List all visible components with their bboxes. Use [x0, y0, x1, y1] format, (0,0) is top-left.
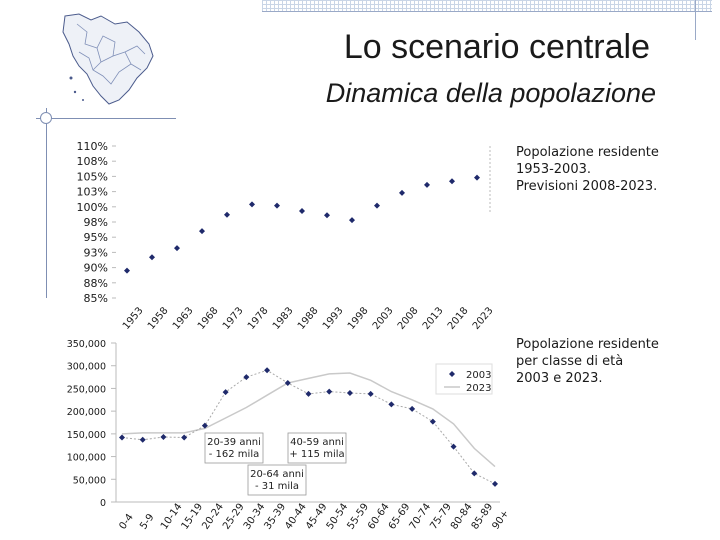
chart2-ytick-label: 300,000	[66, 361, 106, 373]
chart2-series-2003-point	[430, 419, 436, 425]
chart1-point	[174, 245, 180, 251]
population-chart	[77, 140, 496, 332]
chart1-point	[149, 254, 155, 260]
chart2-ytick-label: 350,000	[66, 339, 106, 350]
chart1-ytick-label: 108%	[76, 155, 108, 169]
chart1-point	[474, 175, 480, 181]
chart1-xtick-label: 1968	[195, 305, 221, 332]
chart1-caption-line: Popolazione residente	[516, 145, 659, 160]
chart1-point	[424, 182, 430, 188]
chart1-point	[249, 201, 255, 207]
chart1-point	[199, 228, 205, 234]
chart1-point	[349, 217, 355, 223]
chart1-point	[399, 190, 405, 196]
chart2-annotation-text: + 115 mila	[289, 449, 345, 460]
chart2-ytick-label: 0	[99, 498, 106, 509]
chart2-xtick-label: 90+	[490, 508, 512, 532]
chart2-annotation	[288, 433, 346, 463]
chart2-xtick-label: 0-4	[117, 512, 136, 532]
chart2-annotation-text: 20-39 anni	[207, 437, 261, 448]
chart2-legend-label-2003: 2003	[466, 370, 492, 381]
chart2-xtick-label: 25-29	[221, 501, 247, 532]
chart1-xtick-label: 1988	[295, 305, 321, 332]
chart2-xtick-label: 45-49	[303, 501, 330, 532]
chart1-xtick-label: 2018	[445, 305, 471, 332]
chart2-series-2003-point	[368, 391, 374, 397]
chart2-series-2003-point	[471, 470, 477, 476]
chart2-legend-label-2023: 2023	[466, 383, 492, 394]
chart1-ytick-label: 100%	[76, 200, 108, 214]
chart2-series-2003-point	[119, 434, 125, 440]
chart1-ytick-label: 110%	[76, 140, 108, 153]
chart2-annotation-text: - 162 mila	[208, 449, 260, 460]
chart2-series-2003-point	[492, 481, 498, 487]
page-subtitle: Dinamica della popolazione	[325, 78, 656, 108]
chart1-point	[374, 203, 380, 209]
chart1-ytick-label: 90%	[83, 261, 108, 275]
chart1-point	[274, 203, 280, 209]
chart1-xtick-label: 1973	[220, 305, 246, 332]
chart1-point	[124, 268, 130, 274]
chart1-xtick-label: 2013	[420, 305, 446, 332]
chart1-point	[324, 212, 330, 218]
chart1-ytick-label: 93%	[83, 246, 108, 260]
chart1-xtick-label: 2008	[395, 305, 421, 332]
chart2-caption-line: per classe di età	[516, 354, 624, 369]
chart2-caption-line: Popolazione residente	[516, 337, 659, 352]
chart2-annotation	[205, 433, 263, 463]
chart2-series-2003-point	[160, 434, 166, 440]
chart1-xtick-label: 1978	[245, 305, 271, 332]
age-class-chart	[67, 339, 512, 532]
chart2-ytick-label: 250,000	[66, 384, 106, 396]
chart2-series-2003-point	[181, 434, 187, 440]
chart1-ytick-label: 85%	[83, 292, 108, 305]
chart1-point	[224, 212, 230, 218]
chart1-point	[299, 208, 305, 214]
chart1-xtick-label: 1993	[320, 305, 346, 332]
chart2-annotation	[248, 465, 306, 495]
chart1-caption-line: 1953-2003.	[516, 162, 591, 177]
chart1-ytick-label: 98%	[83, 216, 108, 229]
chart1-xtick-label: 1953	[120, 305, 146, 332]
chart2-series-2003-point	[306, 391, 312, 397]
chart1-xtick-label: 2023	[470, 305, 496, 332]
chart2-xtick-label: 80-84	[449, 501, 475, 532]
chart2-xtick-label: 10-14	[158, 501, 185, 532]
chart2-xtick-label: 65-69	[386, 501, 413, 532]
chart2-ytick-label: 100,000	[66, 452, 106, 464]
chart2-xtick-label: 15-19	[179, 501, 206, 532]
chart1-xtick-label: 1998	[345, 305, 371, 332]
chart2-ytick-label: 150,000	[66, 429, 106, 441]
chart2-legend	[436, 364, 492, 394]
chart2-series-2003-point	[388, 401, 394, 407]
chart2-annotation-text: 20-64 anni	[250, 469, 304, 480]
chart1-ytick-label: 95%	[83, 231, 108, 245]
chart2-annotation-text: 40-59 anni	[290, 437, 344, 448]
chart2-series-2003-point	[264, 367, 270, 373]
chart2-ytick-label: 50,000	[72, 475, 106, 487]
chart2-series-2003-point	[409, 406, 415, 412]
chart1-xtick-label: 1963	[170, 305, 196, 332]
chart2-xtick-label: 5-9	[138, 512, 157, 532]
chart1-ytick-label: 103%	[76, 185, 108, 199]
chart2-series-2003-point	[326, 389, 332, 395]
chart2-xtick-label: 60-64	[366, 501, 392, 532]
chart2-annotation-text: - 31 mila	[254, 481, 300, 492]
chart1-xtick-label: 1958	[145, 305, 171, 332]
chart2-caption-line: 2003 e 2023.	[516, 371, 603, 386]
chart1-xtick-label: 2003	[370, 305, 396, 332]
chart2-xtick-label: 55-59	[345, 501, 372, 532]
chart2-xtick-label: 20-24	[200, 501, 227, 532]
chart2-xtick-label: 70-74	[407, 501, 434, 532]
chart2-xtick-label: 50-54	[324, 501, 351, 532]
chart2-xtick-label: 35-39	[262, 501, 289, 532]
chart2-xtick-label: 40-44	[283, 501, 309, 532]
chart1-point	[449, 178, 455, 184]
chart1-caption-line: Previsioni 2008-2023.	[516, 179, 658, 194]
chart2-xtick-label: 30-34	[241, 501, 268, 532]
chart1-ytick-label: 88%	[83, 276, 108, 290]
chart2-series-2003-point	[140, 437, 146, 443]
chart2-xtick-label: 85-89	[469, 501, 496, 532]
chart1-ytick-label: 105%	[76, 170, 108, 184]
page-title: Lo scenario centrale	[343, 28, 650, 66]
chart1-xtick-label: 1983	[270, 305, 296, 332]
chart2-series-2003-point	[347, 390, 353, 396]
chart2-ytick-label: 200,000	[66, 407, 106, 419]
chart2-xtick-label: 75-79	[428, 501, 454, 532]
